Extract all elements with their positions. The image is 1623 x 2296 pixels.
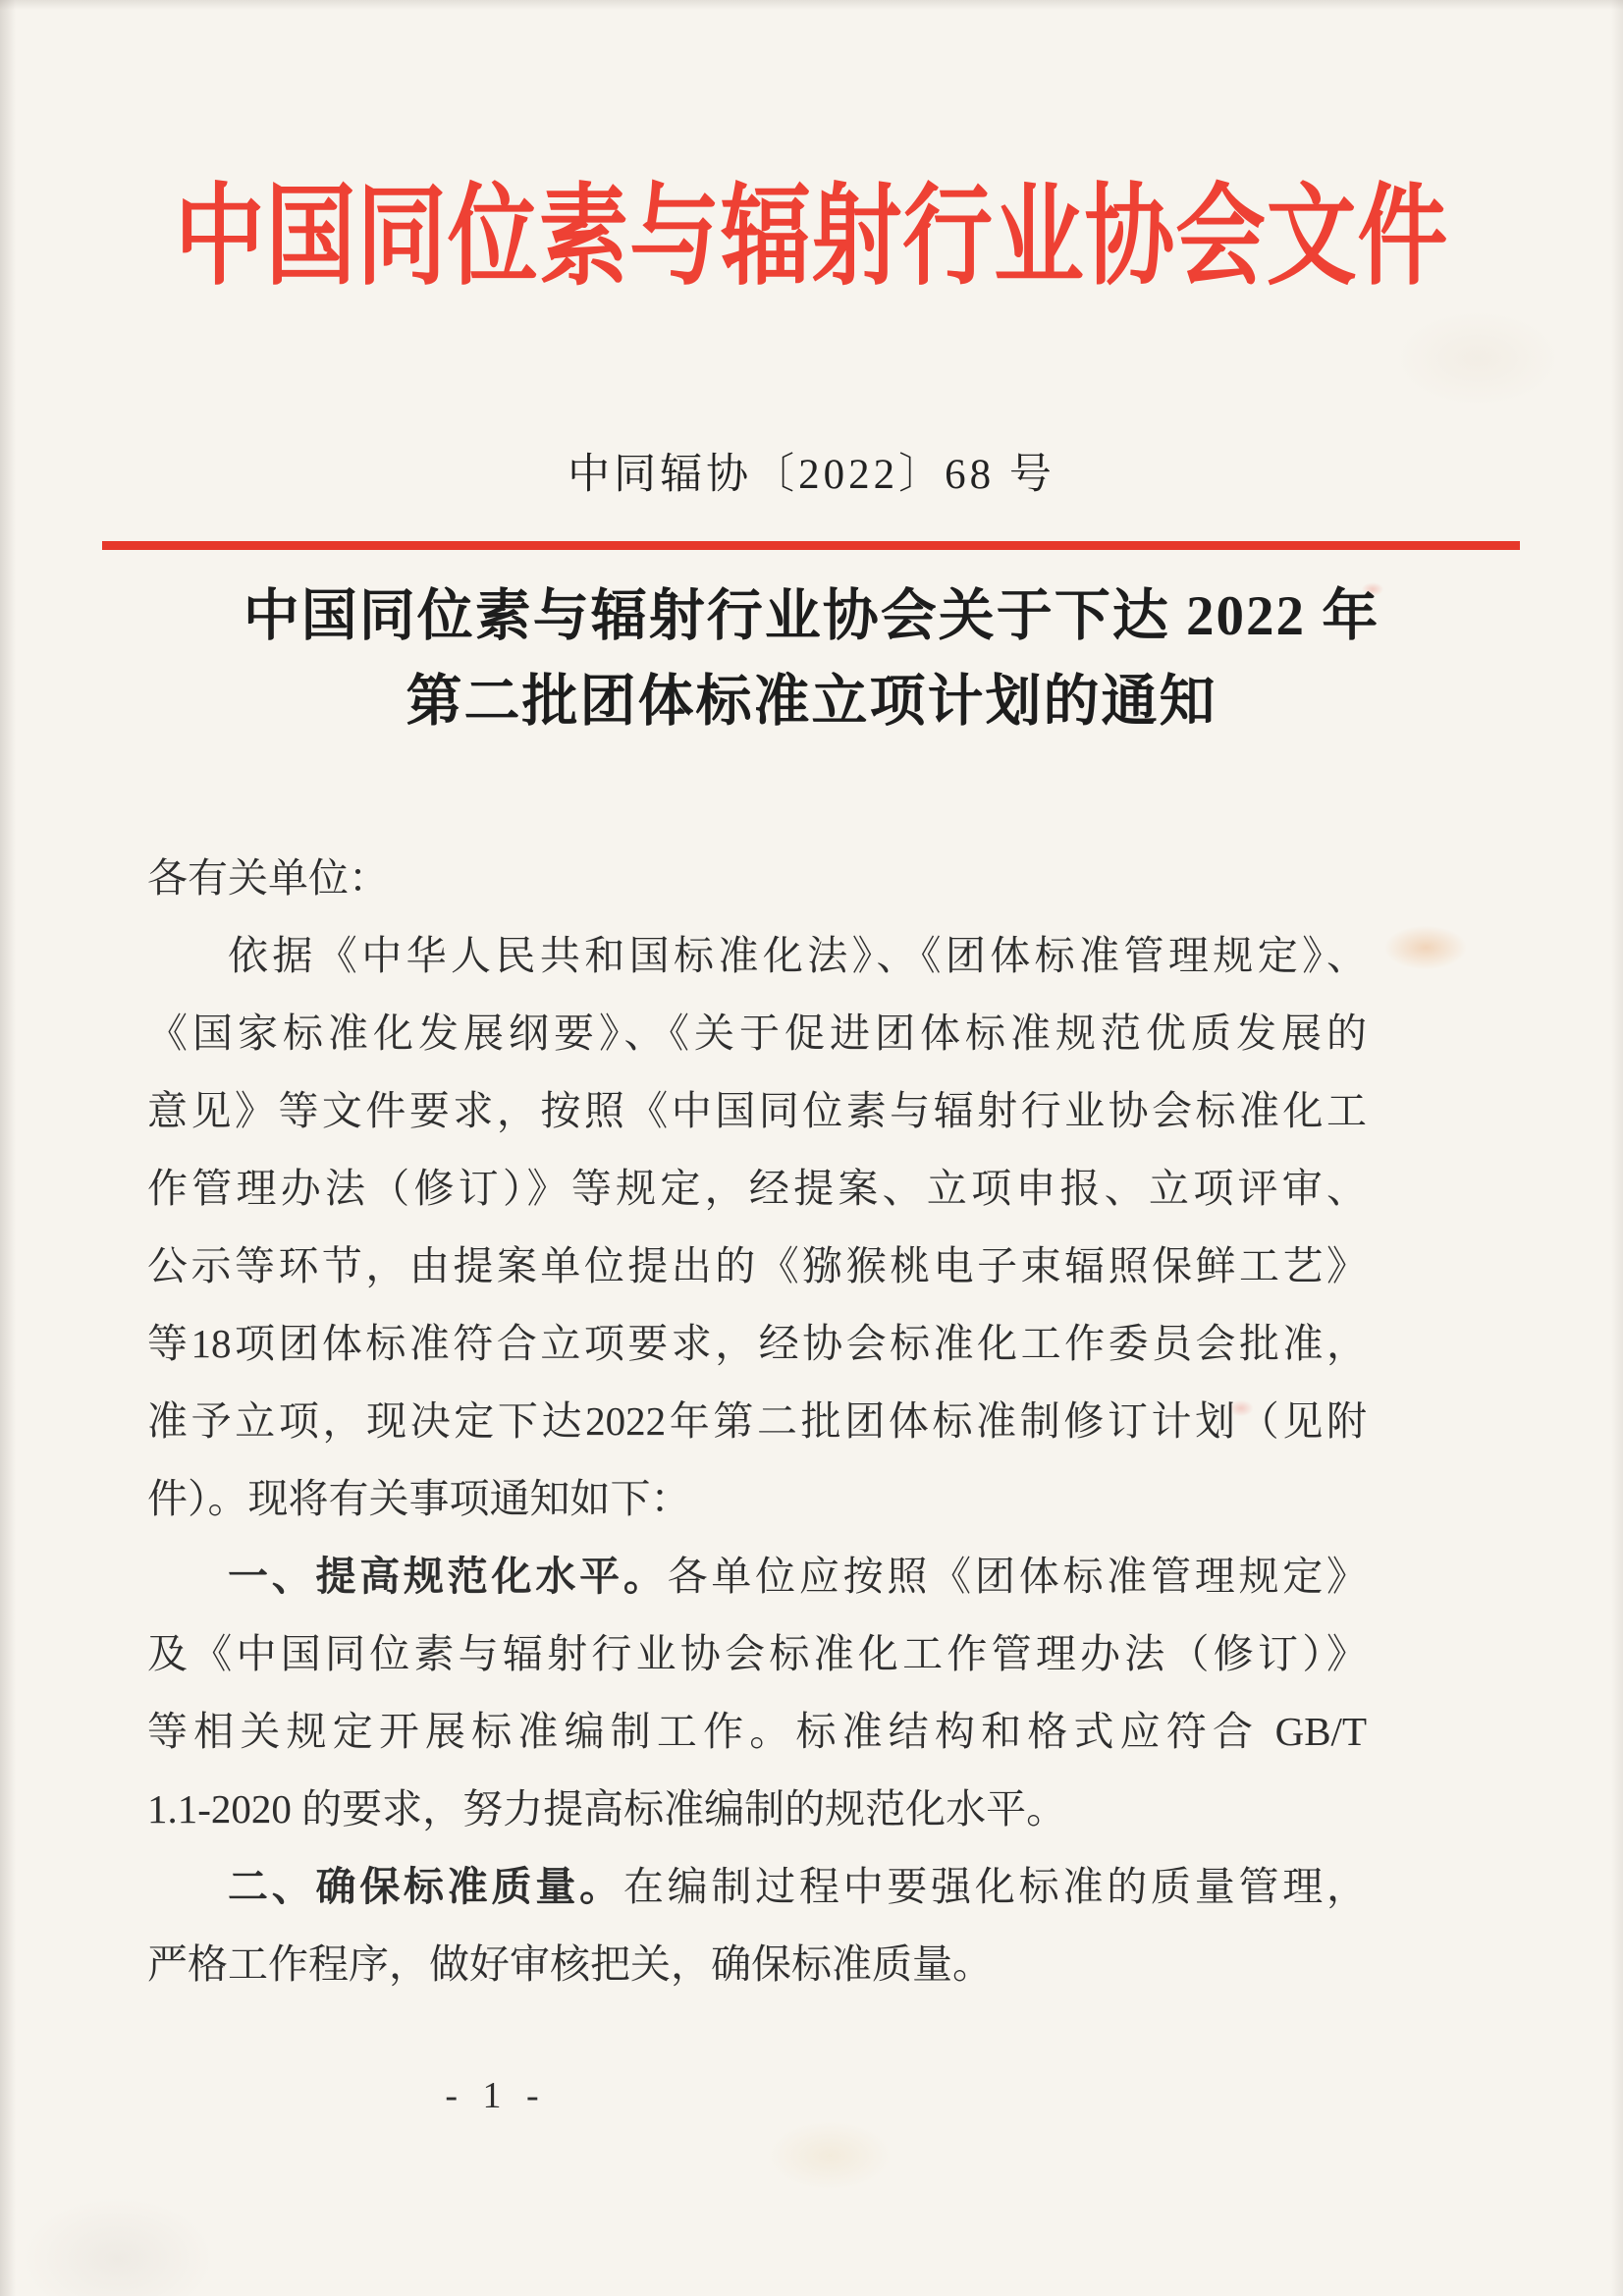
document-title [0,574,1623,744]
paragraph-lead: 一、提高规范化水平。 [228,1554,668,1599]
body-line: 严格工作程序，做好审核把关，确保标准质量。 [147,1941,993,1987]
body-line: 及《中国同位素与辐射行业协会标准化工作管理办法（修订）》 [147,1631,1367,1676]
document-body [147,840,1367,2003]
body-line: 依据《中华人民共和国标准化法》、《团体标准管理规定》、 [228,933,1367,978]
body-line: 准予立项，现决定下达2022年第二批团体标准制修订计划（见附 [147,1398,1367,1444]
document-number: 中同辐协〔2022〕68 号 [568,452,1055,498]
page-number: - 1 - [445,2075,547,2116]
body-line: 一、提高规范化水平。各单位应按照《团体标准管理规定》 [228,1554,1368,1599]
body-line: 件）。现将有关事项通知如下： [147,1476,691,1521]
body-line: 公示等环节，由提案单位提出的《猕猴桃电子束辐照保鲜工艺》 [147,1243,1367,1288]
paragraph-lead: 二、确保标准质量。 [228,1864,623,1909]
body-line: 《国家标准化发展纲要》、《关于促进团体标准规范优质发展的 [147,1011,1367,1056]
document-title-line2: 第二批团体标准立项计划的通知 [406,671,1217,733]
body-line: 意见》等文件要求，按照《中国同位素与辐射行业协会标准化工 [147,1088,1367,1133]
document-title-line1: 中国同位素与辐射行业协会关于下达 2022 年 [243,585,1380,647]
body-paragraph [147,917,1367,1538]
body-paragraph [147,1538,1367,1848]
body-line: 1.1-2020 的要求，努力提高标准编制的规范化水平。 [147,1786,1067,1831]
salutation: 各有关单位： [147,855,389,901]
body-paragraph [147,1848,1367,2003]
document-header-title: 中国同位素与辐射行业协会文件 [174,177,1449,299]
body-line: 二、确保标准质量。在编制过程中要强化标准的质量管理， [228,1864,1368,1909]
body-line: 作管理办法（修订）》等规定，经提案、立项申报、立项评审、 [147,1166,1367,1211]
body-line: 等相关规定开展标准编制工作。标准结构和格式应符合 GB/T [147,1709,1367,1754]
body-line: 等18项团体标准符合立项要求，经协会标准化工作委员会批准， [147,1321,1367,1366]
red-divider-line [102,541,1520,550]
